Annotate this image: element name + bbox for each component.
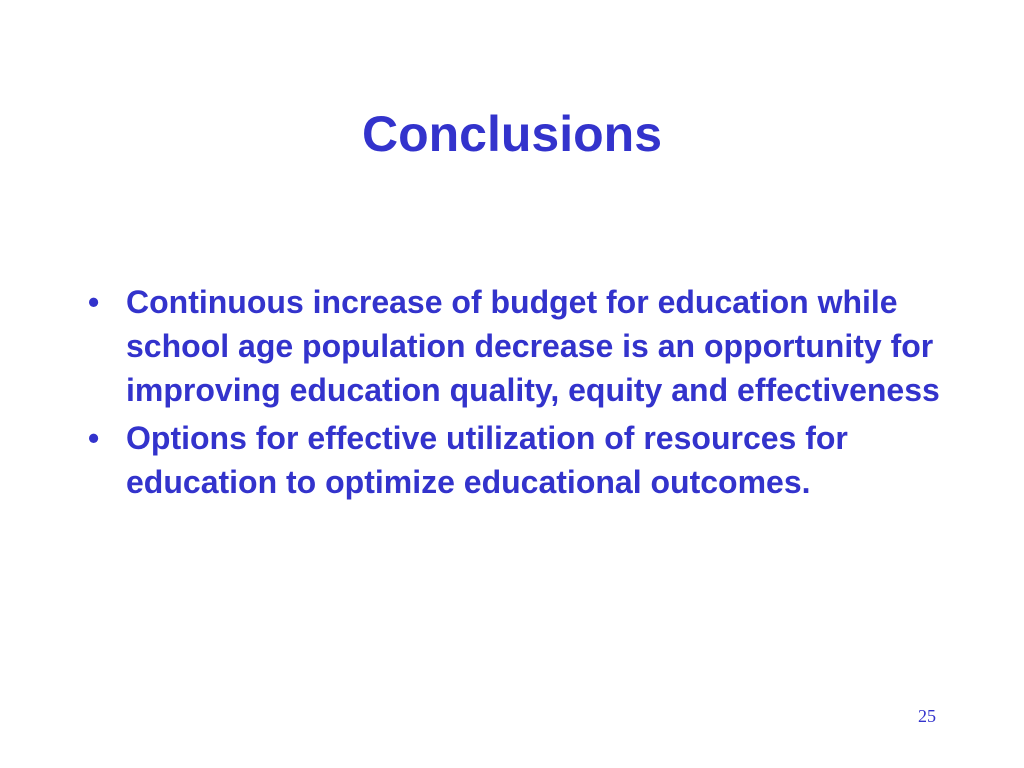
slide-title: Conclusions [361,106,663,162]
bullet-list [88,280,988,508]
bullet-item [88,280,988,412]
page-number: 25 [918,706,936,726]
bullet-marker: • [88,284,100,320]
bullet-marker: • [88,420,100,456]
bullet-text: Continuous increase of budget for education while school age population decrease is an opportunity for improving education quality, equity and effectiveness [126,284,940,408]
bullet-text: Options for effective utilization of resources for education to optimize educational outcomes. [126,420,848,500]
bullet-item [88,416,988,504]
